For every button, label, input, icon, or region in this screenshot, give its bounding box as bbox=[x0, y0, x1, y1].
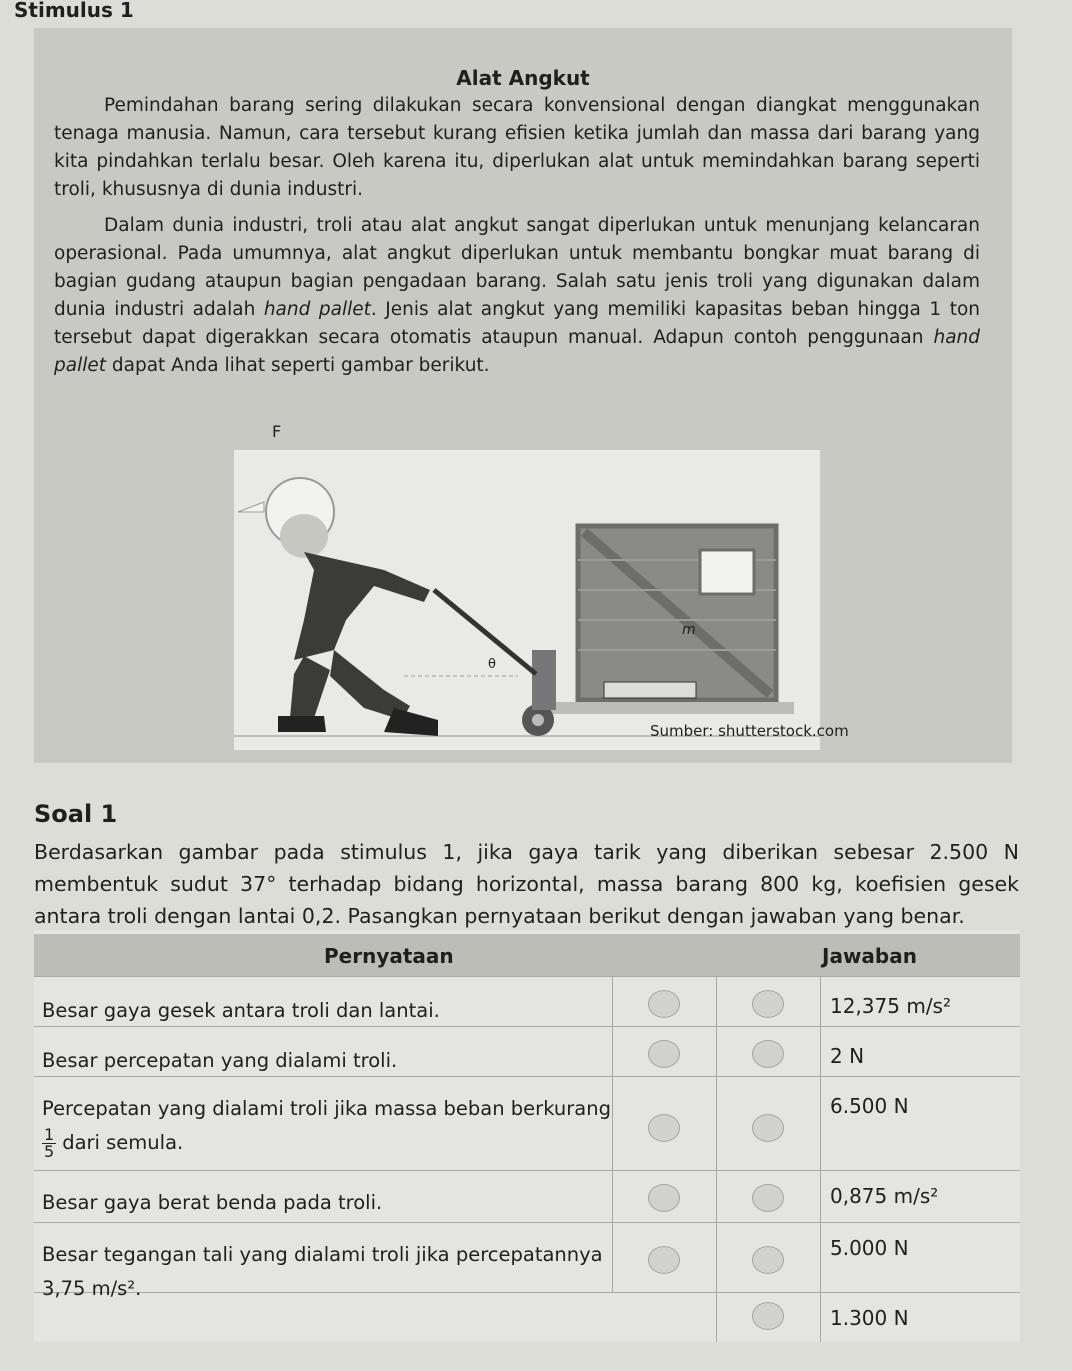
statement-2-match-radio[interactable] bbox=[648, 1040, 680, 1068]
statement-4: Besar gaya berat benda pada troli. bbox=[42, 1191, 383, 1214]
column-divider bbox=[612, 976, 613, 1292]
statement-5: Besar tegangan tali yang dialami troli jika percepatannya 3,75 m/s². bbox=[42, 1243, 603, 1300]
column-divider bbox=[820, 976, 821, 1342]
column-divider bbox=[716, 976, 717, 1342]
answer-3-match-radio[interactable] bbox=[752, 1114, 784, 1142]
stimulus-box bbox=[34, 28, 1012, 763]
header-answer: Jawaban bbox=[822, 944, 917, 968]
stimulus-paragraph-1: Pemindahan barang sering dilakukan secara konvensional dengan diangkat menggunakan tenaga manusia. Namun, cara tersebut kurang efisien ketika jumlah dan massa dari barang yang kita pindahkan terlalu besar. Oleh karena itu, diperlukan alat untuk memindahkan barang seperti troli, khususnya di dunia industri. bbox=[54, 95, 980, 200]
answer-4-match-radio[interactable] bbox=[752, 1184, 784, 1212]
statement-5-match-radio[interactable] bbox=[648, 1246, 680, 1274]
answer-2-match-radio[interactable] bbox=[752, 1040, 784, 1068]
image-source: Sumber: shutterstock.com bbox=[650, 722, 849, 740]
row-divider bbox=[34, 976, 1020, 977]
answer-2: 2 N bbox=[830, 1044, 865, 1068]
row-divider bbox=[34, 1222, 1020, 1223]
stimulus-label: Stimulus 1 bbox=[14, 0, 134, 22]
mass-label: m bbox=[682, 622, 696, 638]
answer-1: 12,375 m/s² bbox=[830, 994, 951, 1018]
answer-4: 0,875 m/s² bbox=[830, 1184, 939, 1208]
answer-3: 6.500 N bbox=[830, 1094, 909, 1118]
answer-5-match-radio[interactable] bbox=[752, 1246, 784, 1274]
stimulus-title: Alat Angkut bbox=[456, 66, 590, 90]
hand-pallet-illustration bbox=[234, 450, 820, 750]
statement-2: Besar percepatan yang dialami troli. bbox=[42, 1049, 398, 1072]
statement-1: Besar gaya gesek antara troli dan lantai. bbox=[42, 999, 440, 1022]
header-statement: Pernyataan bbox=[324, 944, 454, 968]
answer-6-match-radio[interactable] bbox=[752, 1302, 784, 1330]
statement-4-match-radio[interactable] bbox=[648, 1184, 680, 1212]
angle-label: θ bbox=[488, 657, 496, 672]
row-divider bbox=[34, 1170, 1020, 1171]
stimulus-paragraph-2: Dalam dunia industri, troli atau alat angkut sangat diperlukan untuk menunjang kelancaran operasional. Pada umumnya, alat angkut diperlukan untuk membantu bongkar muat barang di bagian gudang ataupun bagian pengadaan barang. Salah satu jenis troli yang digunakan dalam dunia industri adalah hand pallet. Jenis alat angkut yang memiliki kapasitas beban hingga 1 ton tersebut dapat digerakkan secara otomatis ataupun manual. Adapun contoh penggunaan hand pallet dapat Anda lihat seperti gambar berikut. bbox=[54, 215, 981, 376]
answer-5: 5.000 N bbox=[830, 1236, 909, 1260]
question-text: Berdasarkan gambar pada stimulus 1, jika gaya tarik yang diberikan sebesar 2.500 N membentuk sudut 37° terhadap bidang horizontal, massa barang 800 kg, koefisien gesek antara troli dengan lantai 0,2. Pasangkan pernyataan berikut dengan jawaban yang benar. bbox=[34, 840, 1019, 928]
question-title: Soal 1 bbox=[34, 800, 118, 828]
fraction-one-fifth: $\frac{1}{5}$ bbox=[44, 1125, 55, 1161]
statement-3: Percepatan yang dialami troli jika massa beban berkurang $\frac{1}{5}$ dari semula. bbox=[42, 1097, 611, 1161]
statement-1-match-radio[interactable] bbox=[648, 990, 680, 1018]
force-label: F bbox=[272, 422, 282, 441]
answer-1-match-radio[interactable] bbox=[752, 990, 784, 1018]
hand-pallet-figure bbox=[234, 422, 834, 752]
answer-6: 1.300 N bbox=[830, 1306, 909, 1330]
statement-3-match-radio[interactable] bbox=[648, 1114, 680, 1142]
